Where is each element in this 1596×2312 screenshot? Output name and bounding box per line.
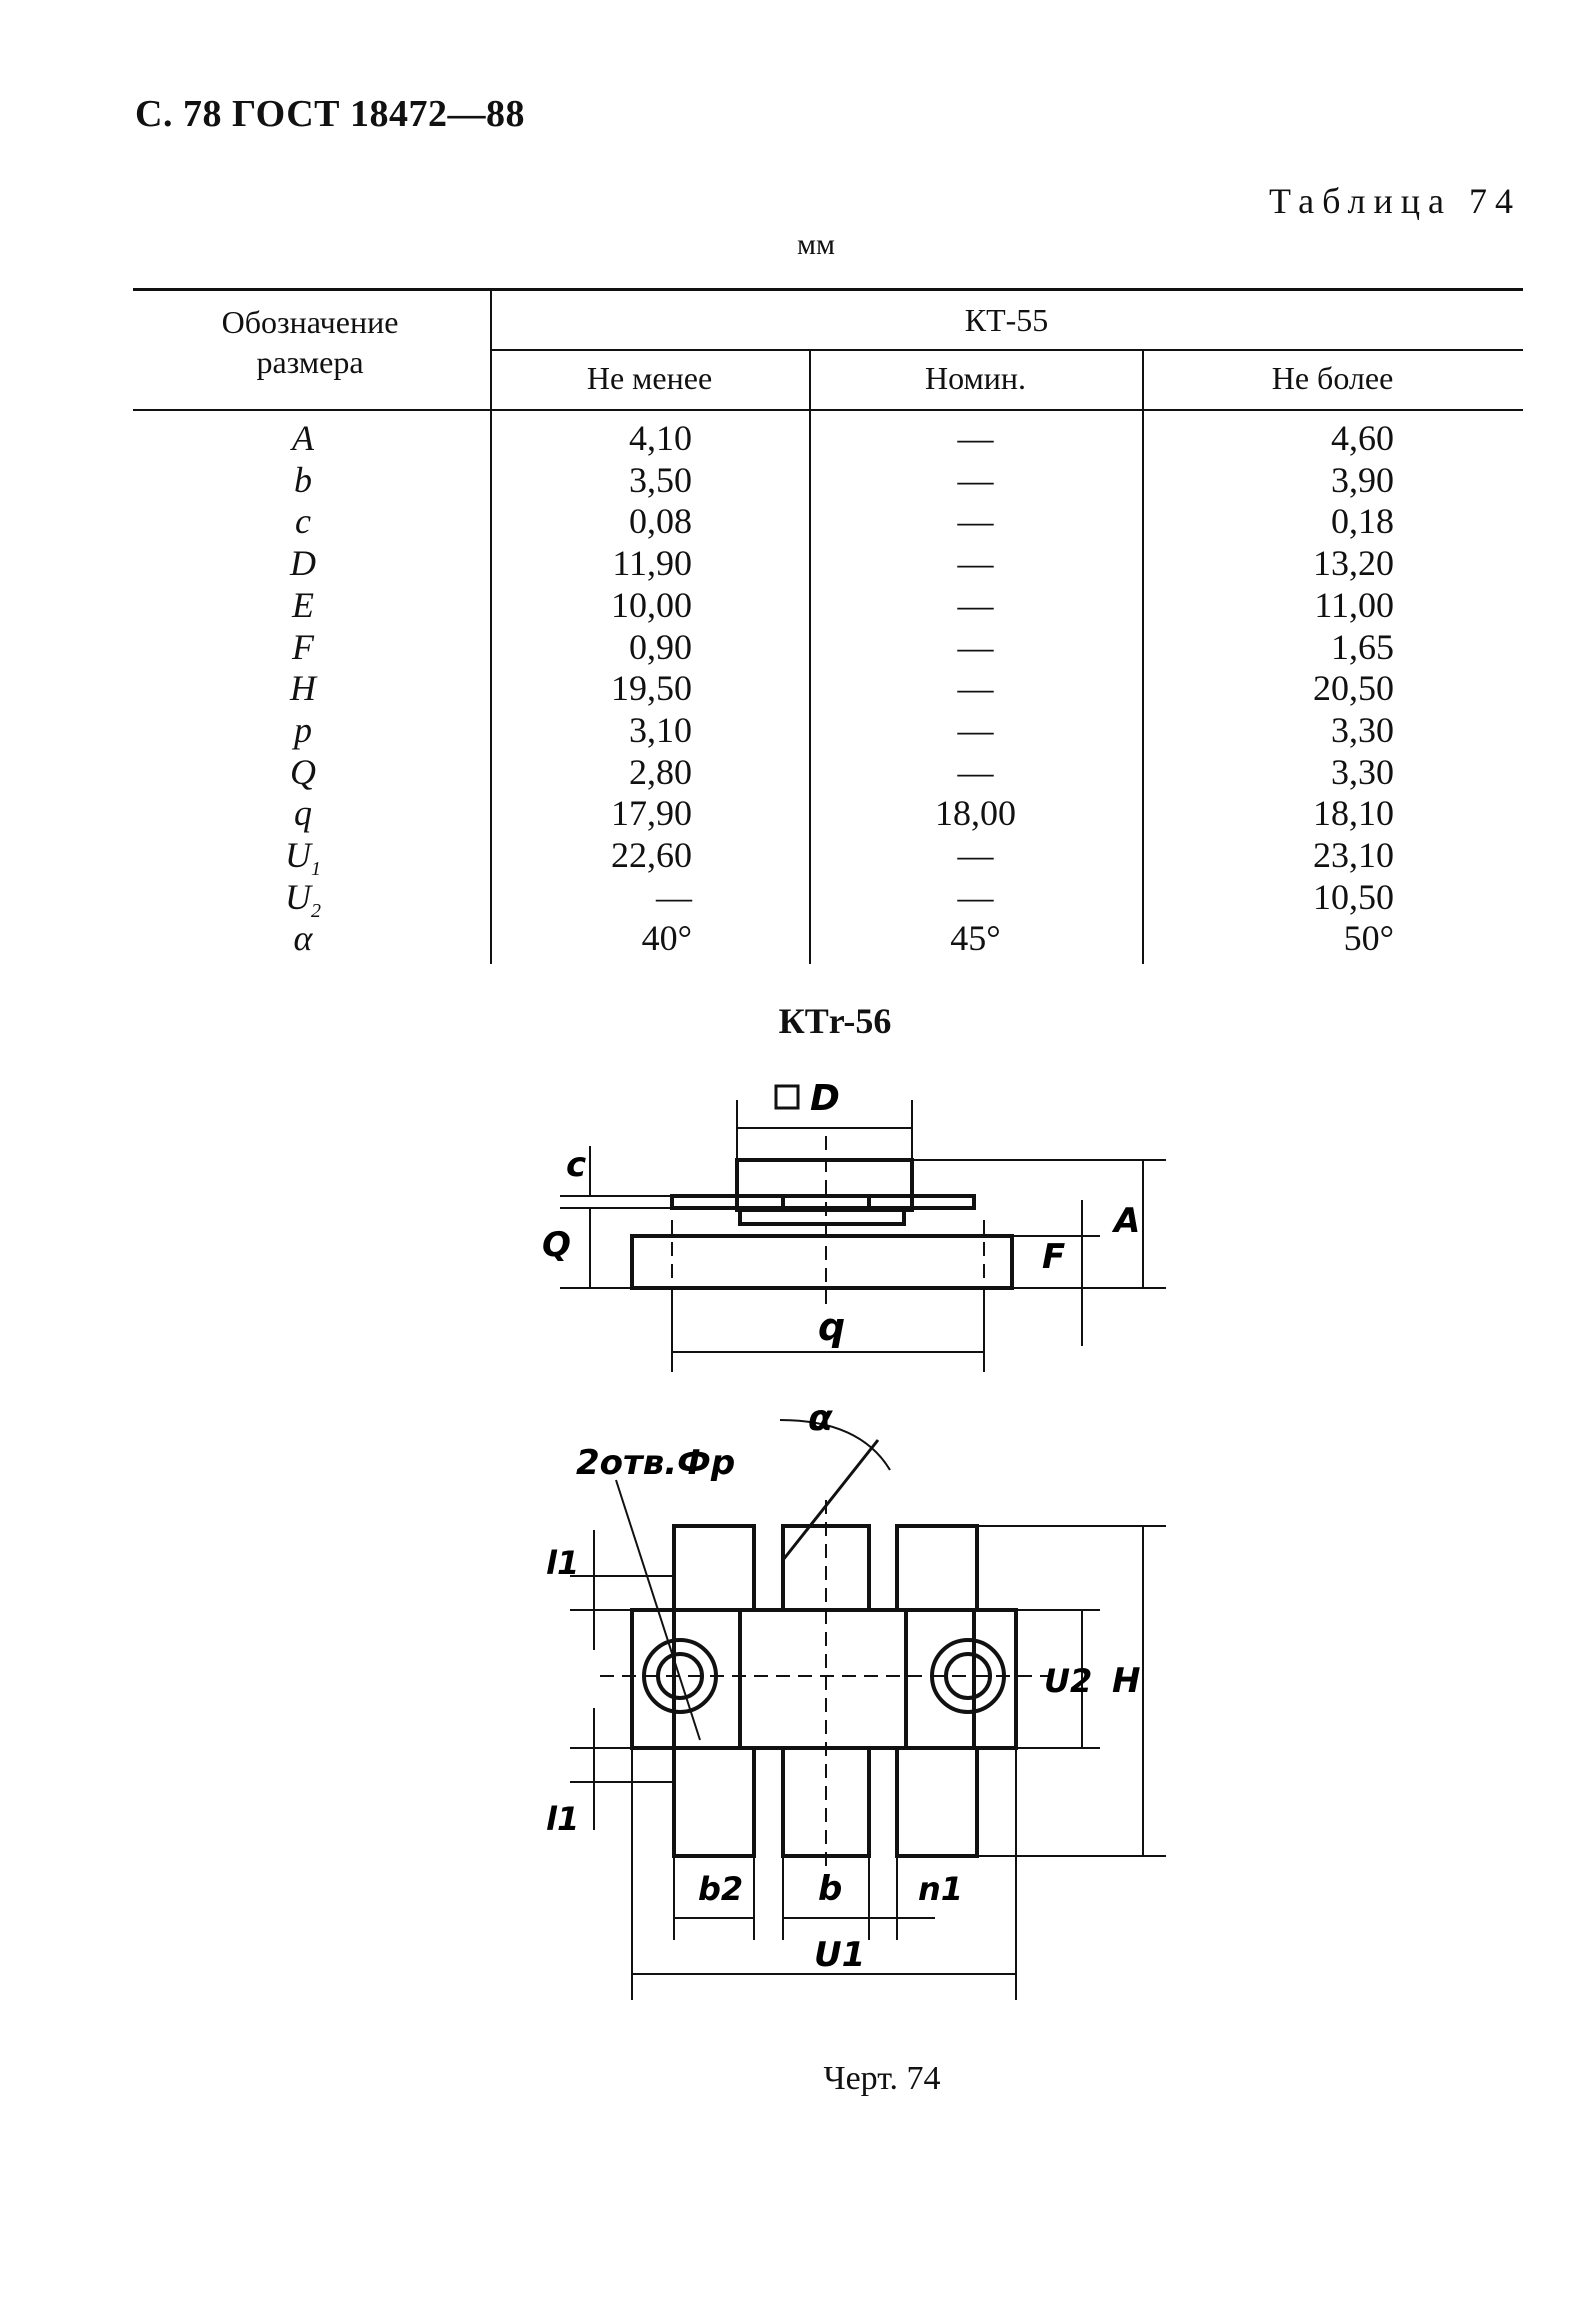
cell-min: 11,90 (612, 543, 692, 584)
cell-max: 0,18 (1331, 501, 1394, 542)
cell-max: 3,30 (1331, 751, 1394, 792)
cell-nom: — (957, 709, 994, 750)
row-label-symbol: D (290, 543, 316, 584)
cell-nom: — (957, 751, 994, 792)
page-header: С. 78 ГОСТ 18472—88 (135, 93, 525, 135)
row-label-subscript: 1 (311, 858, 321, 881)
cell-nom: 18,00 (935, 793, 1016, 834)
cell-min: — (656, 876, 692, 917)
lead-top-right (897, 1526, 977, 1610)
cell-max: 4,60 (1331, 418, 1394, 458)
row-label-symbol: E (292, 584, 314, 625)
label-q-upper: Q (542, 1225, 571, 1265)
cell-nom: — (957, 584, 994, 625)
label-l1-bottom: l1 (546, 1800, 580, 1838)
cell-nom: — (957, 459, 994, 500)
cell-max: 23,10 (1313, 835, 1394, 875)
cell-min: 0,90 (629, 626, 692, 667)
cell-nom: — (957, 543, 994, 584)
label-q-lower: q (818, 1305, 846, 1349)
label-u2: U2 (1044, 1662, 1093, 1700)
cell-max: 10,50 (1313, 876, 1394, 917)
cell-nom: — (957, 418, 994, 458)
cell-min: 10,00 (611, 584, 692, 625)
label-f: F (1042, 1237, 1066, 1277)
cell-min: 3,50 (629, 459, 692, 500)
cell-min: 0,08 (629, 501, 692, 542)
alpha-ray (783, 1440, 878, 1560)
row-label-symbol: p (294, 709, 312, 750)
cell-nom: — (957, 835, 994, 875)
row-label-symbol: q (294, 793, 312, 834)
figure-caption: Черт. 74 (823, 2060, 941, 2097)
lead-strip-lower (740, 1210, 904, 1224)
label-l1-top: l1 (546, 1544, 580, 1582)
cap-body (737, 1160, 912, 1210)
cell-max: 13,20 (1313, 543, 1394, 584)
cell-min: 2,80 (629, 751, 692, 792)
central-body (740, 1610, 906, 1748)
row-label-symbol: U (285, 876, 311, 917)
drawing-side-view (560, 1086, 1166, 1372)
cell-min: 4,10 (629, 418, 692, 458)
label-alpha: α (808, 1398, 833, 1439)
row-label-symbol: b (294, 459, 312, 500)
col-header-min: Не менее (586, 360, 713, 396)
col-header-nom: Номин. (925, 360, 1026, 396)
label-c: c (566, 1145, 587, 1185)
cell-nom: — (957, 876, 994, 917)
row-label-symbol: H (290, 668, 316, 709)
col-label-header-line-2: размера (256, 344, 364, 380)
drawing-top-view (570, 1420, 1166, 2000)
label-b2: b2 (698, 1870, 744, 1908)
row-label-symbol: F (292, 626, 314, 667)
cell-min: 40° (641, 918, 692, 959)
label-b: b (818, 1869, 843, 1909)
cell-max: 11,00 (1314, 584, 1394, 625)
cell-max: 20,50 (1313, 668, 1394, 709)
lead-top-left (674, 1526, 754, 1610)
cell-nom: — (957, 626, 994, 667)
cell-max: 1,65 (1331, 626, 1394, 667)
label-u1: U1 (814, 1935, 866, 1975)
label-holes: 2отв.Фр (576, 1443, 736, 1483)
flange-outline (632, 1610, 1016, 1748)
label-d: D (810, 1078, 840, 1119)
cell-min: 22,60 (611, 835, 692, 875)
lead-bottom-left (674, 1748, 754, 1856)
group-header: КТ-55 (964, 302, 1049, 338)
cell-nom: 45° (950, 918, 1001, 959)
row-label-subscript: 2 (311, 899, 321, 922)
lead-bottom-right (897, 1748, 977, 1856)
cell-max: 18,10 (1313, 793, 1394, 834)
units-label: мм (797, 228, 835, 261)
col-label-header-line-1: Обозначение (221, 304, 399, 340)
cell-max: 3,30 (1331, 709, 1394, 750)
row-label-symbol: U (285, 835, 311, 875)
cell-min: 17,90 (611, 793, 692, 834)
drawing-title: КТr-56 (778, 1001, 892, 1041)
cell-max: 50° (1343, 918, 1394, 959)
cell-nom: — (957, 501, 994, 542)
label-h: H (1112, 1661, 1141, 1701)
row-label-symbol: Q (290, 751, 316, 792)
row-label-symbol: A (292, 418, 314, 458)
cell-min: 3,10 (629, 709, 692, 750)
cell-max: 3,90 (1331, 459, 1394, 500)
label-n1: n1 (918, 1870, 964, 1908)
cell-nom: — (957, 668, 994, 709)
base-plate (632, 1236, 1012, 1288)
label-a: A (1114, 1201, 1141, 1241)
row-label-symbol: α (293, 918, 313, 959)
cell-min: 19,50 (611, 668, 692, 709)
table-title: Таблица 74 (1269, 181, 1521, 221)
col-header-max: Не более (1271, 360, 1394, 396)
row-label-symbol: c (295, 501, 311, 542)
dim-d-square-symbol (776, 1086, 798, 1108)
